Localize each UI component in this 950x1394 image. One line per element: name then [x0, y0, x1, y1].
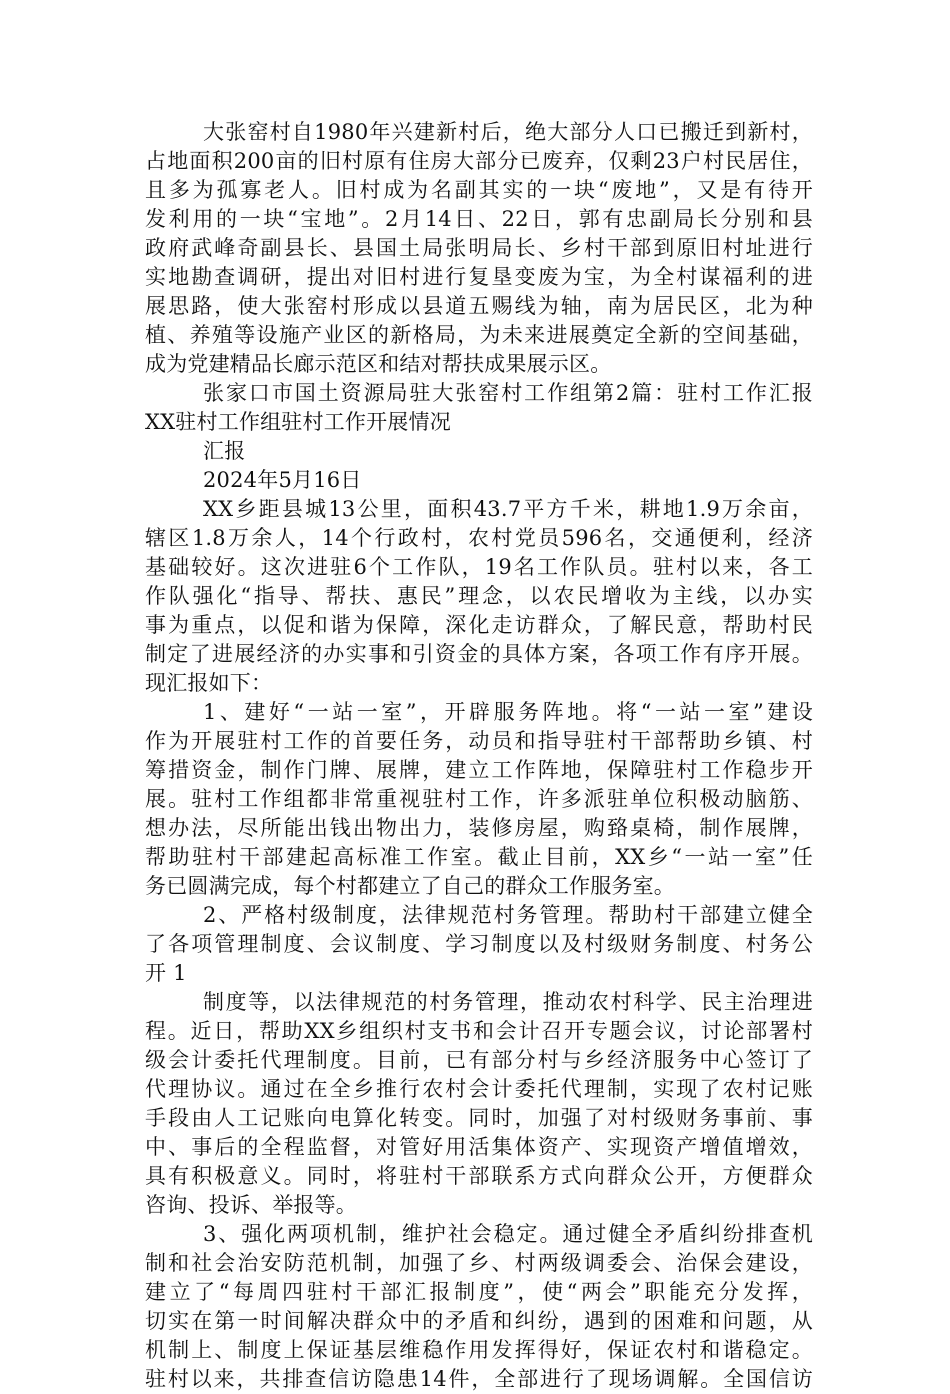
document-body [145, 118, 813, 1394]
text-line: 代理协议。通过在全乡推行农村会计委托代理制，实现了农村记账 [145, 1077, 813, 1101]
text-line: 成为党建精品长廊示范区和结对帮扶成果展示区。 [145, 352, 612, 376]
text-line: 制和社会治安防范机制，加强了乡、村两级调委会、治保会建设， [145, 1251, 813, 1275]
text-line: 大张窑村自1980年兴建新村后，绝大部分人口已搬迁到新村， [203, 120, 813, 144]
text-line: XX驻村工作组驻村工作开展情况 [145, 410, 451, 434]
text-line: 3、强化两项机制，维护社会稳定。通过健全矛盾纠纷排查机 [203, 1222, 813, 1246]
text-line: 2024年5月16日 [203, 468, 362, 492]
text-line: 发利用的一块“宝地”。2月14日、22日，郭有忠副局长分别和县 [145, 207, 813, 231]
text-line: 咨询、投诉、举报等。 [145, 1193, 357, 1217]
text-line: 级会计委托代理制度。目前，已有部分村与乡经济服务中心签订了 [145, 1048, 813, 1072]
text-line: 占地面积200亩的旧村原有住房大部分已废弃，仅剩23户村民居住， [145, 149, 813, 173]
text-line: 2、严格村级制度，法律规范村务管理。帮助村干部建立健全 [203, 903, 813, 927]
text-line: 建立了“每周四驻村干部汇报制度”，使“两会”职能充分发挥， [145, 1280, 813, 1304]
text-line: 政府武峰奇副县长、县国土局张明局长、乡村干部到原旧村址进行 [145, 236, 813, 260]
text-line: 程。近日，帮助XX乡组织村支书和会计召开专题会议，讨论部署村 [145, 1019, 813, 1043]
text-line: 筹措资金，制作门牌、展牌，建立工作阵地，保障驻村工作稳步开 [145, 758, 813, 782]
text-line: 机制上、制度上保证基层维稳作用发挥得好，保证农村和谐稳定。 [145, 1338, 813, 1362]
text-line: 展思路，使大张窑村形成以县道五赐线为轴，南为居民区，北为种 [145, 294, 813, 318]
text-line: 实地勘查调研，提出对旧村进行复垦变废为宝，为全村谋福利的进 [145, 265, 813, 289]
text-line: 事为重点，以促和谐为保障，深化走访群众，了解民意，帮助村民 [145, 613, 813, 637]
text-line: 作为开展驻村工作的首要任务，动员和指导驻村干部帮助乡镇、村 [145, 729, 813, 753]
text-line: 想办法，尽所能出钱出物出力，装修房屋，购臵桌椅，制作展牌， [145, 816, 813, 840]
text-line: 现汇报如下： [145, 671, 273, 695]
text-line: 基础较好。这次进驻6个工作队，19名工作队员。驻村以来，各工 [145, 555, 813, 579]
text-line: 帮助驻村干部建起高标准工作室。截止目前，XX乡“一站一室”任 [145, 845, 813, 869]
text-line: 开 1 [145, 961, 187, 985]
text-line: 切实在第一时间解决群众中的矛盾和纠纷，遇到的困难和问题，从 [145, 1309, 813, 1333]
text-line: 制定了进展经济的办实事和引资金的具体方案，各项工作有序开展。 [145, 642, 813, 666]
text-line: 中、事后的全程监督，对管好用活集体资产、实现资产增值增效， [145, 1135, 813, 1159]
text-line: 辖区1.8万余人，14个行政村，农村党员596名，交通便利，经济 [145, 526, 813, 550]
text-line: 了各项管理制度、会议制度、学习制度以及村级财务制度、村务公 [145, 932, 813, 956]
text-line: 1、建好“一站一室”，开辟服务阵地。将“一站一室”建设 [203, 700, 813, 724]
text-line: 汇报 [203, 439, 246, 463]
text-line: 张家口市国土资源局驻大张窑村工作组第2篇：驻村工作汇报 [203, 381, 813, 405]
text-line: 制度等，以法律规范的村务管理，推动农村科学、民主治理进 [203, 990, 813, 1014]
text-line: 作队强化“指导、帮扶、惠民”理念，以农民增收为主线，以办实 [145, 584, 813, 608]
text-line: XX乡距县城13公里，面积43.7平方千米，耕地1.9万余亩， [203, 497, 813, 521]
text-line: 展。驻村工作组都非常重视驻村工作，许多派驻单位积极动脑筋、 [145, 787, 813, 811]
text-line: 务已圆满完成，每个村都建立了自己的群众工作服务室。 [145, 874, 675, 898]
text-line: 具有积极意义。同时，将驻村干部联系方式向群众公开，方便群众 [145, 1164, 813, 1188]
text-line: 手段由人工记账向电算化转变。同时，加强了对村级财务事前、事 [145, 1106, 813, 1130]
text-line: 植、养殖等设施产业区的新格局，为未来进展奠定全新的空间基础， [145, 323, 813, 347]
text-line: 驻村以来，共排查信访隐患14件，全部进行了现场调解。全国信访 [145, 1367, 813, 1391]
text-line: 且多为孤寡老人。旧村成为名副其实的一块“废地”，又是有待开 [145, 178, 813, 202]
